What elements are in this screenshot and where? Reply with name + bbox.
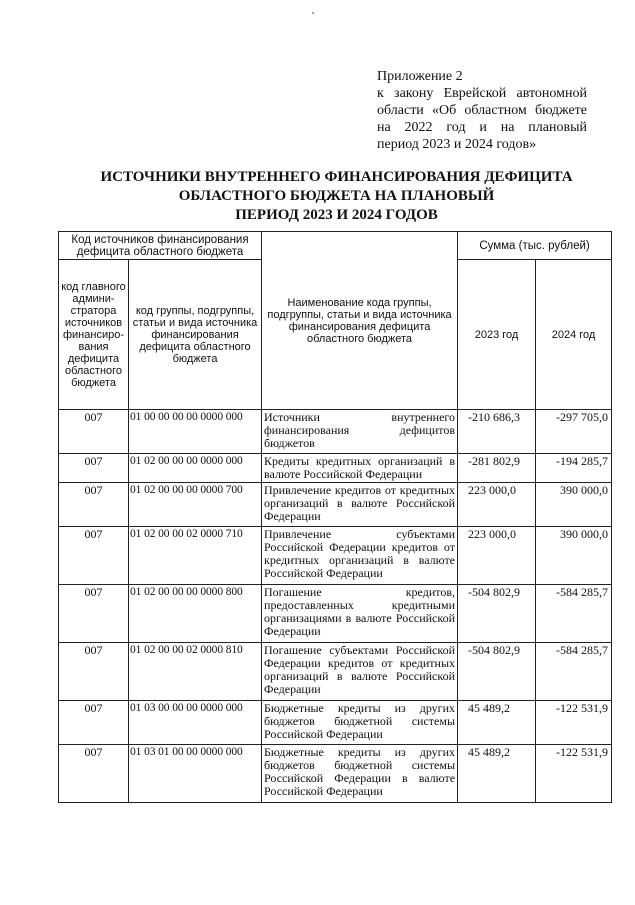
header-code-group: Код источников финансирования дефицита областного бюджета — [59, 232, 262, 260]
sum-2024-cell: -194 285,7 — [536, 454, 612, 483]
source-code-cell: 01 00 00 00 00 0000 000 — [129, 410, 262, 454]
sum-2024-cell: 390 000,0 — [536, 527, 612, 585]
appendix-line-2: к закону Еврейской автономной — [377, 86, 587, 101]
title-line-1: ИСТОЧНИКИ ВНУТРЕННЕГО ФИНАНСИРОВАНИЯ ДЕФИЦИТА — [100, 169, 573, 185]
appendix-line-5: период 2023 и 2024 годов» — [377, 137, 537, 152]
sum-2023-cell: 223 000,0 — [458, 483, 536, 527]
header-code: код группы, подгруппы, статьи и вида источника финансирования дефицита областного бюджета — [129, 260, 262, 410]
admin-code-cell: 007 — [59, 410, 129, 454]
source-code-cell: 01 02 00 00 00 0000 000 — [129, 454, 262, 483]
source-code-cell: 01 03 00 00 00 0000 000 — [129, 701, 262, 745]
sum-2023-cell: -281 802,9 — [458, 454, 536, 483]
title-line-2: ОБЛАСТНОГО БЮДЖЕТА НА ПЛАНОВЫЙ — [178, 188, 495, 204]
appendix-line-4: на 2022 год и на плановый — [377, 120, 587, 135]
sum-2023-cell: 45 489,2 — [458, 745, 536, 803]
title-line-3: ПЕРИОД 2023 И 2024 ГОДОВ — [235, 207, 438, 223]
sum-2024-cell: -297 705,0 — [536, 410, 612, 454]
table-row — [59, 745, 612, 803]
sum-2024-cell: 390 000,0 — [536, 483, 612, 527]
source-code-cell: 01 02 00 00 00 0000 800 — [129, 585, 262, 643]
table-row — [59, 701, 612, 745]
source-code-cell: 01 02 00 00 02 0000 710 — [129, 527, 262, 585]
source-name-cell: Кредиты кредитных организаций в валюте Российской Федерации — [262, 454, 458, 483]
source-name-cell: Привлечение кредитов от кредитных организаций в валюте Российской Федерации — [262, 483, 458, 527]
appendix-note — [377, 68, 587, 153]
sum-2024-cell: -584 285,7 — [536, 585, 612, 643]
source-code-cell: 01 02 00 00 02 0000 810 — [129, 643, 262, 701]
header-2023: 2023 год — [458, 260, 536, 410]
source-code-cell: 01 02 00 00 00 0000 700 — [129, 483, 262, 527]
table-row — [59, 585, 612, 643]
source-name-cell: Бюджетные кредиты из других бюджетов бюджетной системы Российской Федерации в валюте Российской Федерации — [262, 745, 458, 803]
header-sum: Сумма (тыс. рублей) — [458, 232, 612, 260]
document-title — [60, 168, 613, 225]
sum-2023-cell: 223 000,0 — [458, 527, 536, 585]
admin-code-cell: 007 — [59, 527, 129, 585]
admin-code-cell: 007 — [59, 701, 129, 745]
source-name-cell: Привлечение субъектами Российской Федерации кредитов от кредитных организаций в валюте Российской Федерации — [262, 527, 458, 585]
financing-sources-table — [58, 231, 612, 803]
sum-2023-cell: -504 802,9 — [458, 585, 536, 643]
sum-2023-cell: 45 489,2 — [458, 701, 536, 745]
admin-code-cell: 007 — [59, 483, 129, 527]
table-row — [59, 527, 612, 585]
sum-2024-cell: -122 531,9 — [536, 701, 612, 745]
appendix-line-1: Приложение 2 — [377, 69, 463, 84]
source-code-cell: 01 03 01 00 00 0000 000 — [129, 745, 262, 803]
sum-2024-cell: -584 285,7 — [536, 643, 612, 701]
sum-2024-cell: -122 531,9 — [536, 745, 612, 803]
admin-code-cell: 007 — [59, 454, 129, 483]
source-name-cell: Источники внутреннего финансирования дефицитов бюджетов — [262, 410, 458, 454]
table-row — [59, 483, 612, 527]
sum-2023-cell: -210 686,3 — [458, 410, 536, 454]
table-row — [59, 454, 612, 483]
table-row — [59, 410, 612, 454]
source-name-cell: Бюджетные кредиты из других бюджетов бюджетной системы Российской Федерации — [262, 701, 458, 745]
admin-code-cell: 007 — [59, 643, 129, 701]
header-row-top — [59, 232, 612, 260]
scan-speck — [312, 12, 314, 14]
appendix-line-3: области «Об областном бюджете — [377, 103, 587, 118]
source-name-cell: Погашение кредитов, предоставленных кредитными организациями в валюте Российской Федерации — [262, 585, 458, 643]
header-2024: 2024 год — [536, 260, 612, 410]
admin-code-cell: 007 — [59, 585, 129, 643]
table-row — [59, 643, 612, 701]
admin-code-cell: 007 — [59, 745, 129, 803]
sum-2023-cell: -504 802,9 — [458, 643, 536, 701]
source-name-cell: Погашение субъектами Российской Федерации кредитов от кредитных организаций в валюте Российской Федерации — [262, 643, 458, 701]
header-admin: код главного админи-стратора источников финансиро-вания дефицита областного бюджета — [59, 260, 129, 410]
header-name: Наименование кода группы, подгруппы, статьи и вида источника финансирования дефицита областного бюджета — [262, 232, 458, 410]
